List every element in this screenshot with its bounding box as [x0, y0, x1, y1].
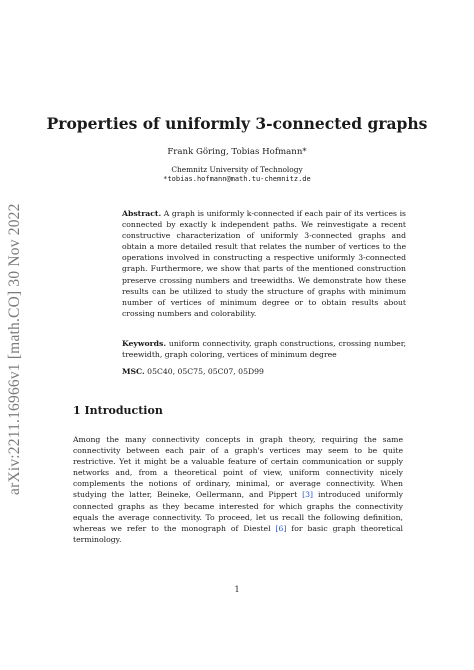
page-number: 1	[234, 585, 240, 594]
introduction-text-part-1: Among the many connectivity concepts in graph theory, requiring the same connectivity between each pair of a graph's vertices may seem to be quite restrictive. Yet it might be a valuable feature of certain communication or supply networks and, from a theoretical point of view, uniform connectivity nicely complements the notions of ordinary, minimal, or average connectivity. When studying the latter, Beineke, Oellermann, and Pippert	[73, 435, 403, 500]
introduction-paragraph	[73, 434, 403, 545]
paper-title: Properties of uniformly 3-connected graphs	[46, 114, 428, 133]
introduction-text-part-3: for basic graph theoretical terminology.	[73, 523, 403, 544]
citation-link[interactable]: [3]	[302, 490, 314, 500]
msc-label: MSC.	[122, 367, 145, 376]
author-list: Frank Göring, Tobias Hofmann*	[167, 147, 307, 157]
abstract-text: A graph is uniformly k-connected if each pair of its vertices is connected by exactly k independent paths. We reinvestigate a recent constructive characterization of uniformly 3-connected graphs and obtain a more detailed result that relates the number of vertices to the operations involved in constructing a respective uniformly 3-connected graph. Furthermore, we show that parts of the mentioned construction preserve crossing numbers and treewidths. We demonstrate how these results can be utilized to study the structure of graphs with minimum number of vertices of minimum degree or to obtain results about crossing numbers and colorability.	[122, 209, 406, 318]
introduction-text-part-2: introduced uniformly connected graphs as they became interested for which graphs the connectivity equals the average connectivity. To proceed, let us recall the following definition, whereas we refer to the monograph of Diestel	[73, 490, 403, 533]
msc-block	[122, 366, 406, 377]
author-affiliation: Chemnitz University of Technology	[171, 165, 303, 174]
keywords-text: uniform connectivity, graph constructions, crossing number, treewidth, graph coloring, vertices of minimum degree	[122, 339, 406, 360]
section-heading-introduction: 1 Introduction	[73, 404, 163, 417]
citation-link[interactable]: [6]	[275, 523, 287, 533]
author-email: *tobias.hofmann@math.tu-chemnitz.de	[163, 175, 311, 183]
abstract-block	[122, 208, 406, 319]
keywords-label: Keywords.	[122, 339, 167, 348]
arxiv-identifier-stamp: arXiv:2211.16966v1 [math.CO] 30 Nov 2022	[6, 203, 23, 495]
keywords-block	[122, 338, 406, 360]
abstract-label: Abstract.	[122, 209, 162, 218]
msc-text: 05C40, 05C75, 05C07, 05D99	[144, 367, 264, 376]
